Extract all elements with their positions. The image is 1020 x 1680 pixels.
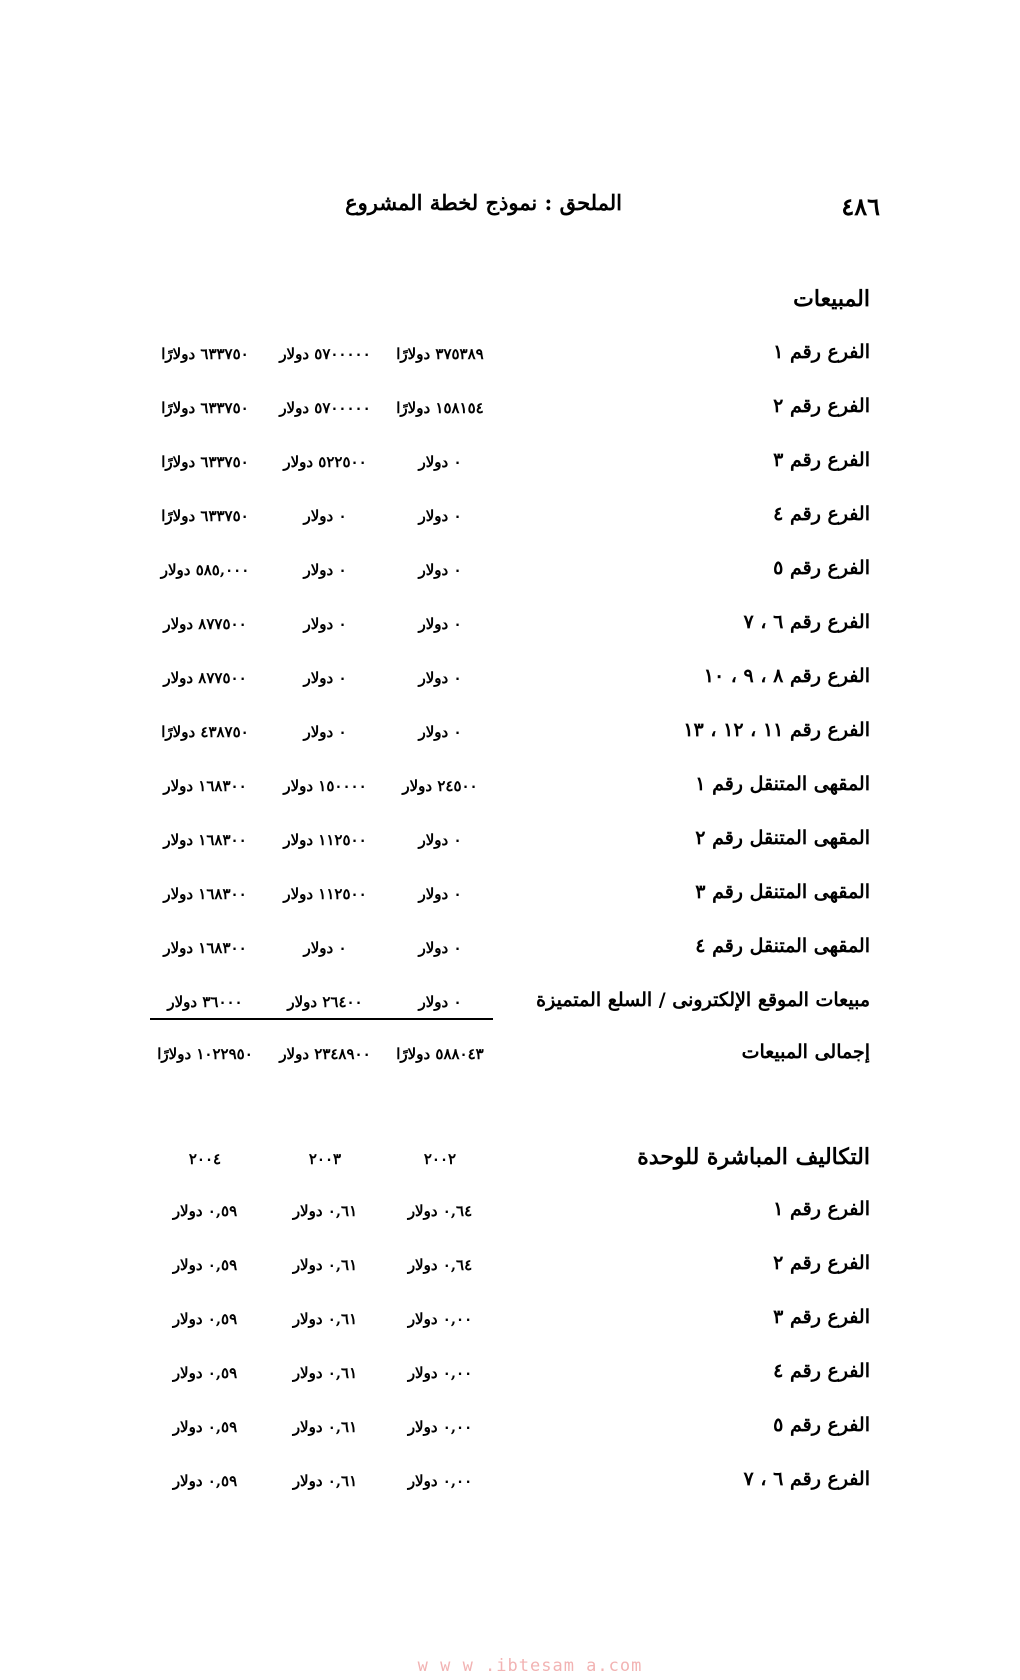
cell-2003: ٢٦٤٠٠ دولار [287,993,363,1011]
cell-2004: ٨٧٧٥٠٠ دولار [163,669,247,687]
cell-2002: ٠ دولار [418,615,462,633]
cell-2004: ٠,٥٩ دولار [172,1310,238,1328]
cell-2002: ١٥٨١٥٤ دولارًا [396,399,484,417]
cell-2003: ٠ دولار [303,615,347,633]
cell-2003: ١١٢٥٠٠ دولار [283,885,367,903]
row-label: الفرع رقم ٢ [773,395,870,417]
cell-2002: ٠,٠٠ دولار [407,1418,473,1436]
cell-2002: ٠ دولار [418,453,462,471]
cell-2004: ٦٣٣٧٥٠ دولارًا [161,345,249,363]
cell-2003: ٥٢٢٥٠٠ دولار [283,453,367,471]
row-label: المقهى المتنقل رقم ١ [695,773,870,795]
row-label: الفرع رقم ٢ [773,1252,870,1274]
total-2002: ٥٨٨٠٤٣ دولارًا [396,1045,484,1063]
cell-2002: ٠ دولار [418,831,462,849]
cell-2003: ١١٢٥٠٠ دولار [283,831,367,849]
cell-2003: ٠ دولار [303,669,347,687]
cell-2002: ٠,٦٤ دولار [407,1256,473,1274]
cell-2003: ٠,٦١ دولار [292,1418,358,1436]
unit-costs-heading: التكاليف المباشرة للوحدة [637,1144,870,1170]
total-2004: ١٠٢٢٩٥٠ دولارًا [157,1045,253,1063]
cell-2004: ٦٣٣٧٥٠ دولارًا [161,399,249,417]
cell-2002: ٠ دولار [418,507,462,525]
row-label: الفرع رقم ٦ ، ٧ [743,611,870,633]
row-label: الفرع رقم ٦ ، ٧ [743,1468,870,1490]
cell-2004: ٠,٥٩ دولار [172,1364,238,1382]
row-label: الفرع رقم ٣ [773,1306,870,1328]
page-number: ٤٨٦ [841,192,880,221]
cell-2004: ١٦٨٣٠٠ دولار [163,939,247,957]
cell-2004: ٣٦٠٠٠ دولار [167,993,243,1011]
row-label: الفرع رقم ٥ [773,1414,870,1436]
cell-2004: ٥٨٥,٠٠٠ دولار [160,561,250,579]
row-label: الفرع رقم ١ [773,341,870,363]
watermark: w w w .ibtesam a.com [417,1656,643,1676]
total-2003: ٢٣٤٨٩٠٠ دولار [279,1045,371,1063]
row-label: الفرع رقم ٤ [773,1360,870,1382]
row-label: الفرع رقم ٣ [773,449,870,471]
cell-2003: ٠ دولار [303,507,347,525]
cell-2002: ٠,٠٠ دولار [407,1310,473,1328]
row-label: الفرع رقم ٨ ، ٩ ، ١٠ [703,665,870,687]
cell-2002: ٠ دولار [418,723,462,741]
cell-2004: ١٦٨٣٠٠ دولار [163,831,247,849]
cell-2004: ٠,٥٩ دولار [172,1256,238,1274]
cell-2002: ٠ دولار [418,561,462,579]
cell-2002: ٠,٠٠ دولار [407,1364,473,1382]
running-title: الملحق : نموذج لخطة المشروع [345,190,622,215]
cell-2002: ٠ دولار [418,939,462,957]
total-label: إجمالى المبيعات [741,1041,870,1063]
cell-2003: ٠,٦١ دولار [292,1310,358,1328]
cell-2002: ٢٤٥٠٠ دولار [402,777,478,795]
cell-2003: ٠,٦١ دولار [292,1202,358,1220]
total-divider-line [150,1018,493,1020]
cell-2003: ٠ دولار [303,939,347,957]
year-header-2004: ٢٠٠٤ [188,1150,222,1168]
cell-2002: ٠,٦٤ دولار [407,1202,473,1220]
cell-2003: ٠,٦١ دولار [292,1472,358,1490]
cell-2004: ٠,٥٩ دولار [172,1472,238,1490]
cell-2004: ٠,٥٩ دولار [172,1202,238,1220]
row-label: الفرع رقم ١١ ، ١٢ ، ١٣ [683,719,870,741]
cell-2002: ٣٧٥٣٨٩ دولارًا [396,345,484,363]
cell-2003: ٠ دولار [303,723,347,741]
cell-2003: ٥٧٠٠٠٠٠ دولار [279,399,371,417]
cell-2002: ٠,٠٠ دولار [407,1472,473,1490]
cell-2003: ٠ دولار [303,561,347,579]
cell-2004: ٠,٥٩ دولار [172,1418,238,1436]
cell-2004: ٦٣٣٧٥٠ دولارًا [161,453,249,471]
cell-2003: ١٥٠٠٠٠ دولار [283,777,367,795]
cell-2003: ٠,٦١ دولار [292,1256,358,1274]
sales-heading: المبيعات [793,286,870,312]
cell-2004: ٤٣٨٧٥٠ دولارًا [161,723,249,741]
row-label: المقهى المتنقل رقم ٢ [695,827,870,849]
cell-2004: ٦٣٣٧٥٠ دولارًا [161,507,249,525]
row-label: المقهى المتنقل رقم ٣ [695,881,870,903]
row-label: الفرع رقم ٥ [773,557,870,579]
row-label: مبيعات الموقع الإلكترونى / السلع المتميزة [536,989,870,1011]
row-label: الفرع رقم ١ [773,1198,870,1220]
cell-2004: ١٦٨٣٠٠ دولار [163,885,247,903]
row-label: الفرع رقم ٤ [773,503,870,525]
row-label: المقهى المتنقل رقم ٤ [695,935,870,957]
cell-2002: ٠ دولار [418,885,462,903]
cell-2004: ٨٧٧٥٠٠ دولار [163,615,247,633]
year-header-2003: ٢٠٠٣ [308,1150,342,1168]
cell-2002: ٠ دولار [418,993,462,1011]
cell-2003: ٠,٦١ دولار [292,1364,358,1382]
cell-2004: ١٦٨٣٠٠ دولار [163,777,247,795]
cell-2002: ٠ دولار [418,669,462,687]
year-header-2002: ٢٠٠٢ [423,1150,457,1168]
cell-2003: ٥٧٠٠٠٠٠ دولار [279,345,371,363]
